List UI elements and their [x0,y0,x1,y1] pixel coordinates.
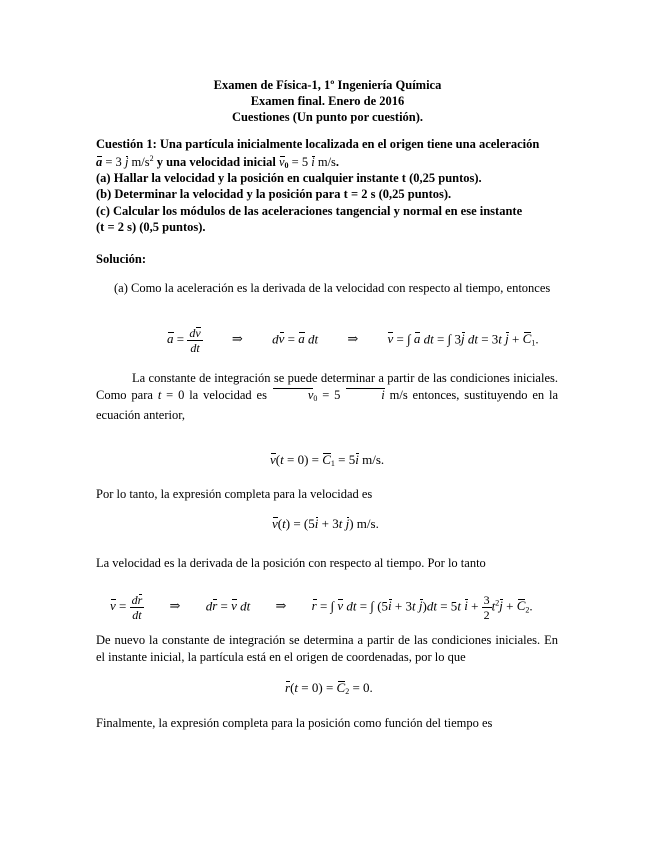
equation-position-initial: $r(t = 0) = C_2 = 0$. [285,680,373,696]
exam-section: Cuestiones (Un punto por cuestión). [231,110,424,124]
question-part-c: (c) Calcular los módulos de las aceleraciones tangencial y normal en ese instante [96,204,523,218]
exam-title: Examen de Física-1, 1º Ingeniería Química [213,78,442,92]
equation-velocity: v(t) = (5i + 3t j) m/s. [272,516,379,531]
solution-paragraph-3: Por lo tanto, la expresión completa para la velocidad es [96,487,373,501]
equation-velocity-initial: $v(t = 0) = C_1 = 5i$ m/s. [270,452,385,468]
solution-paragraph-2: La constante de integración se puede determinar a partir de las condiciones iniciales. Como para t = 0 la velocidad es $v_0 = 5$ i m/s entonces, sustituyendo en la ecuación anterior, [96,371,559,422]
question-intro: Cuestión 1: Una partícula inicialmente localizada en el origen tiene una aceleración [96,137,540,151]
solution-paragraph-5: De nuevo la constante de integración se determina a partir de las condiciones iniciales. En el instante inicial, la partícula está en el origen de coordenadas, por lo que [96,633,558,664]
exam-subtitle: Examen final. Enero de 2016 [250,94,405,108]
question-part-b: (b) Determinar la velocidad y la posición para t = 2 s (0,25 puntos). [96,187,452,201]
equation-acceleration-integral: a = $\frac{dv}{dt}$ ⇒ dv = a dt ⇒ v = ∫ a dt = ∫ 3j dt = 3t $j + C_1$. [167,326,539,355]
question-part-c-cont: (t = 2 s) (0,5 puntos). [96,220,206,234]
equation-position-integral: v = $\frac{dr}{dt}$ ⇒ dr = v dt ⇒ r = ∫ v dt = ∫ (5i + 3t j)dt = 5t i + $\frac{3}{2}$ $t^2j + C_2$. [110,593,533,622]
question-conditions: a = 3 j $m/s^2$ y una velocidad inicial $v_0 = 5$ i m/s. [96,154,340,170]
solution-paragraph-4: La velocidad es la derivada de la posición con respecto al tiempo. Por lo tanto [96,556,486,570]
question-part-a: (a) Hallar la velocidad y la posición en cualquier instante t (0,25 puntos). [96,171,482,185]
solution-heading: Solución: [96,252,147,266]
solution-paragraph-6: Finalmente, la expresión completa para la posición como función del tiempo es [96,716,493,730]
solution-paragraph-1: (a) Como la aceleración es la derivada de la velocidad con respecto al tiempo, entonces [114,281,551,295]
